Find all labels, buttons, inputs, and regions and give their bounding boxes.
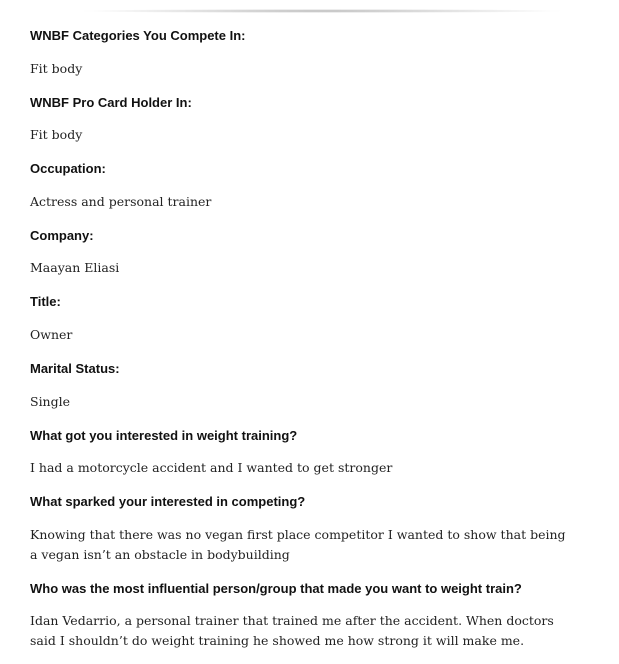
pro-card-value: Fit body — [30, 127, 83, 142]
answer-weight-training: I had a motorcycle accident and I wanted to get stronger — [30, 460, 393, 475]
answer-competing: Knowing that there was no vegan first place competitor I wanted to show that being a vegan isn’t an obstacle in bodybuilding — [30, 527, 566, 562]
question-influential-person: Who was the most influential person/group that made you want to weight train? — [30, 581, 522, 596]
pro-card-label: WNBF Pro Card Holder In: — [30, 95, 192, 110]
top-divider — [84, 9, 560, 13]
answer-influential-person: Idan Vedarrio, a personal trainer that trained me after the accident. When doctors said I shouldn’t do weight training he showed me how strong it will make me. — [30, 613, 554, 648]
question-weight-training: What got you interested in weight training? — [30, 428, 298, 443]
company-label: Company: — [30, 228, 94, 243]
title-label: Title: — [30, 294, 61, 309]
categories-label: WNBF Categories You Compete In: — [30, 28, 246, 43]
occupation-label: Occupation: — [30, 161, 106, 176]
categories-value: Fit body — [30, 61, 83, 76]
marital-status-value: Single — [30, 394, 71, 409]
company-value: Maayan Eliasi — [30, 260, 120, 275]
title-value: Owner — [30, 327, 73, 342]
marital-status-label: Marital Status: — [30, 361, 120, 376]
question-competing: What sparked your interested in competing? — [30, 494, 306, 509]
occupation-value: Actress and personal trainer — [30, 194, 212, 209]
